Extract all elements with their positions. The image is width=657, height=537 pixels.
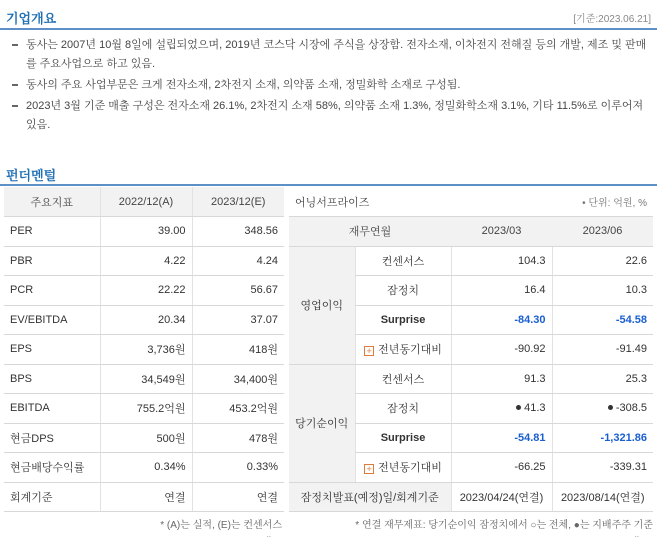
row-label: PCR <box>4 276 100 306</box>
overview-divider <box>0 28 657 30</box>
value-actual: 755.2억원 <box>100 394 192 424</box>
base-date: [기준:2023.06.21] <box>573 14 651 25</box>
row-item: 컨센서스 <box>355 364 451 394</box>
footer-date-q2: 2023/08/14(연결) <box>552 482 653 512</box>
fundamental-title: 펀더멘털 <box>6 168 57 183</box>
row-item: 전년동기대비 <box>378 344 442 357</box>
fundamental-table <box>4 187 284 512</box>
value-q1: 91.3 <box>451 364 552 394</box>
header-2023: 2023/12(E) <box>192 187 284 217</box>
row-label: 현금DPS <box>4 423 100 453</box>
header-2023-03: 2023/03 <box>451 217 552 247</box>
footer-label: 잠정치발표(예정)일/회계기준 <box>289 482 451 512</box>
earnings-title-row <box>289 187 653 217</box>
plus-icon[interactable]: + <box>364 346 374 356</box>
earnings-note: * 연결 재무제표: 당기순이익 잠정치에서 ○는 전체, ●는 지배주주 기준 <box>355 520 653 531</box>
earnings-surprise-table <box>289 187 653 512</box>
plus-icon[interactable]: + <box>364 464 374 474</box>
value-actual: 22.22 <box>100 276 192 306</box>
value-actual: 20.34 <box>100 305 192 335</box>
unit-label: • 단위: 억원, % <box>451 187 653 217</box>
value-q1: 16.4 <box>451 276 552 306</box>
header-2022: 2022/12(A) <box>100 187 192 217</box>
value-actual: 연결 <box>100 482 192 512</box>
header-2023-06: 2023/06 <box>552 217 653 247</box>
overview-item: 동사의 주요 사업부문은 크게 전자소재, 2차전지 소재, 의약품 소재, 정밀화학 소재로 구성됨. <box>10 76 650 95</box>
value-q2-cell <box>552 394 653 424</box>
value-estimate: 4.24 <box>192 246 284 276</box>
value-estimate: 34,400원 <box>192 364 284 394</box>
overview-list <box>10 36 650 137</box>
table-row <box>289 364 653 394</box>
value-estimate: 478원 <box>192 423 284 453</box>
value-estimate: 418원 <box>192 335 284 365</box>
row-item-surprise: Surprise <box>355 305 451 335</box>
row-label: EPS <box>4 335 100 365</box>
value-q2: -339.31 <box>552 453 653 483</box>
overview-item: 2023년 3월 기준 매출 구성은 전자소재 26.1%, 2차전지 소재 58%, 의약품 소재 1.3%, 정밀화학소재 3.1%, 기타 11.5%로 이루어져있음. <box>10 97 650 135</box>
footer-row <box>289 482 653 512</box>
table-row <box>4 482 284 512</box>
footer-date-q1: 2023/04/24(연결) <box>451 482 552 512</box>
table-row <box>4 276 284 306</box>
overview-item: 동사는 2007년 10월 8일에 설립되었으며, 2019년 코스닥 시장에 주식을 상장함. 전자소재, 이차전지 전해질 등의 개발, 제조 및 판매를 주요사업으로 하고 있음. <box>10 36 650 74</box>
row-item-surprise: Surprise <box>355 423 451 453</box>
value-q1: 104.3 <box>451 246 552 276</box>
header-period: 재무연월 <box>289 217 451 247</box>
value-q1: -66.25 <box>451 453 552 483</box>
row-label: EV/EBITDA <box>4 305 100 335</box>
value-q2: -54.58 <box>552 305 653 335</box>
chevron-down-icon: ⌄ <box>265 530 273 537</box>
row-item: 컨센서스 <box>355 246 451 276</box>
fundamental-header-row <box>4 187 284 217</box>
overview-title: 기업개요 <box>6 11 57 26</box>
table-row <box>4 364 284 394</box>
value-q2: -91.49 <box>552 335 653 365</box>
chevron-down-icon: ⌄ <box>633 530 641 537</box>
table-row <box>4 394 284 424</box>
value-actual: 0.34% <box>100 453 192 483</box>
row-label: PER <box>4 217 100 247</box>
fundamental-divider <box>0 184 657 186</box>
value-q1: -90.92 <box>451 335 552 365</box>
fundamental-note: * (A)는 실적, (E)는 컨센서스 <box>160 520 282 531</box>
value-q1: 41.3 <box>524 402 546 415</box>
group-net-income: 당기순이익 <box>289 364 355 482</box>
table-row <box>4 305 284 335</box>
row-item: 잠정치 <box>355 276 451 306</box>
value-estimate: 453.2억원 <box>192 394 284 424</box>
value-q2: -1,321.86 <box>552 423 653 453</box>
value-estimate: 0.33% <box>192 453 284 483</box>
value-actual: 4.22 <box>100 246 192 276</box>
yoy-toggle[interactable] <box>355 453 451 483</box>
value-actual: 34,549원 <box>100 364 192 394</box>
value-q1: -54.81 <box>451 423 552 453</box>
row-label: 회계기준 <box>4 482 100 512</box>
value-actual: 500원 <box>100 423 192 453</box>
row-label: BPS <box>4 364 100 394</box>
earnings-header-row <box>289 217 653 247</box>
row-item: 잠정치 <box>355 394 451 424</box>
row-label: 현금배당수익률 <box>4 453 100 483</box>
row-label: EBITDA <box>4 394 100 424</box>
value-q2: 10.3 <box>552 276 653 306</box>
table-row <box>4 246 284 276</box>
header-indicator: 주요지표 <box>4 187 100 217</box>
table-row <box>4 335 284 365</box>
filled-dot-icon <box>608 405 613 410</box>
value-q1: -84.30 <box>451 305 552 335</box>
value-estimate: 37.07 <box>192 305 284 335</box>
value-q2: -308.5 <box>615 402 648 415</box>
value-estimate: 348.56 <box>192 217 284 247</box>
table-row <box>4 453 284 483</box>
filled-dot-icon <box>516 405 521 410</box>
earnings-title: 어닝서프라이즈 <box>289 187 451 217</box>
row-label: PBR <box>4 246 100 276</box>
value-actual: 3,736원 <box>100 335 192 365</box>
value-estimate: 56.67 <box>192 276 284 306</box>
value-estimate: 연결 <box>192 482 284 512</box>
value-q2: 25.3 <box>552 364 653 394</box>
table-row <box>289 246 653 276</box>
value-q2: 22.6 <box>552 246 653 276</box>
value-actual: 39.00 <box>100 217 192 247</box>
table-row <box>4 217 284 247</box>
group-operating-profit: 영업이익 <box>289 246 355 364</box>
yoy-toggle[interactable] <box>355 335 451 365</box>
row-item: 전년동기대비 <box>378 462 442 475</box>
table-row <box>4 423 284 453</box>
value-q1-cell <box>451 394 552 424</box>
